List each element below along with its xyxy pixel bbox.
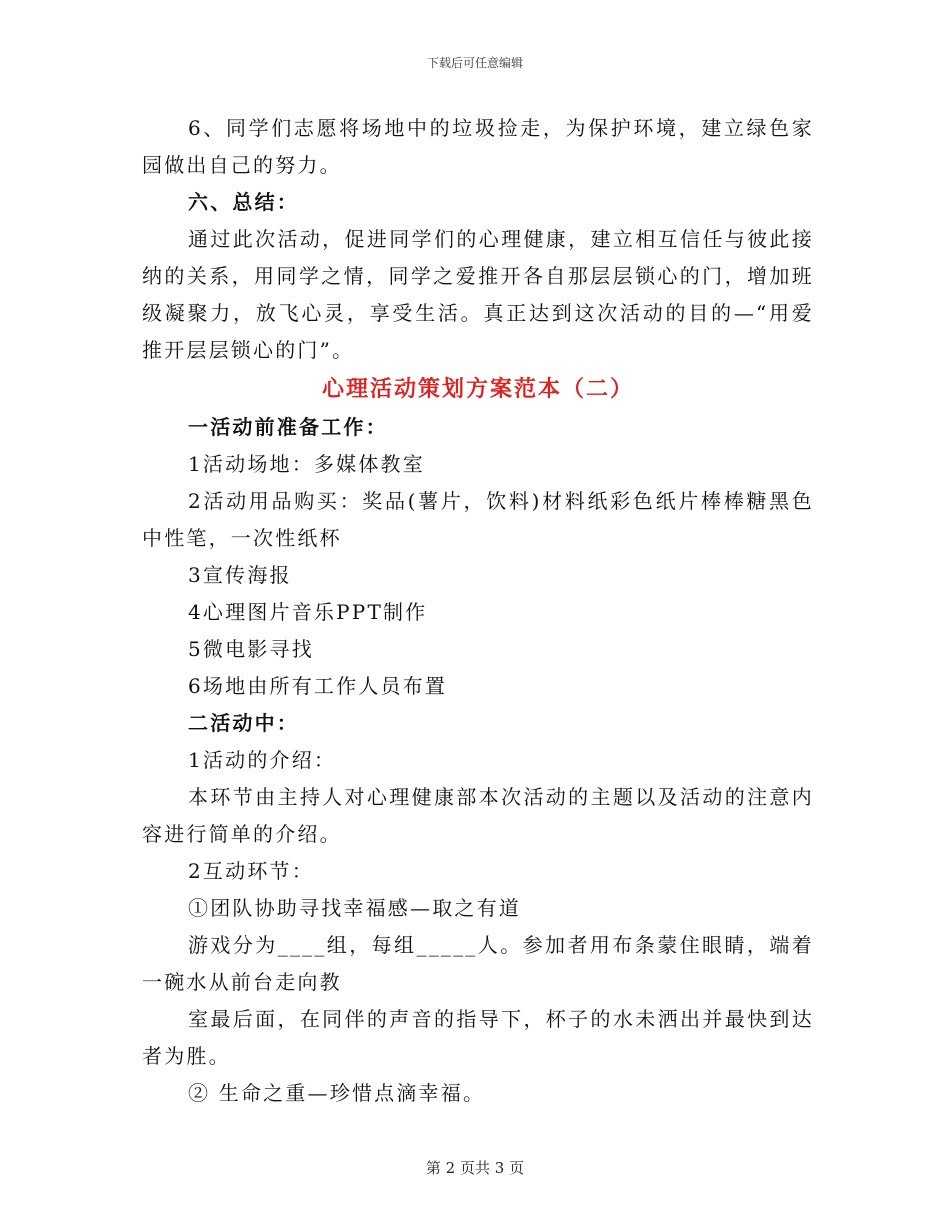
prep-item-5: 5微电影寻找 — [188, 637, 314, 661]
page-footer: 第 2 页共 3 页 — [425, 1159, 525, 1177]
prep-item-2: 2活动用品购买：奖品(薯片，饮料)材料纸彩色纸片棒棒糖黑色中性笔，一次性纸杯 — [142, 489, 814, 550]
section-heading-preparation: 一活动前准备工作： — [188, 415, 388, 439]
document-body — [142, 110, 814, 1112]
game-2-title: ② 生命之重—珍惜点滴幸福。 — [188, 1081, 486, 1105]
game-1-rules-continued: 室最后面，在同伴的声音的指导下，杯子的水未洒出并最快到达者为胜。 — [142, 1007, 814, 1068]
prep-item-3: 3宣传海报 — [188, 563, 292, 587]
section-heading-summary: 六、总结： — [188, 190, 299, 214]
intro-paragraph: 本环节由主持人对心理健康部本次活动的主题以及活动的注意内容进行简单的介绍。 — [142, 785, 814, 846]
game-1-rules: 游戏分为____组，每组_____人。参加者用布条蒙住眼睛，端着一碗水从前台走向教 — [142, 933, 814, 994]
during-item-2: 2互动环节： — [188, 859, 314, 883]
page-header: 下载后可任意编辑 — [426, 56, 523, 70]
prep-item-6: 6场地由所有工作人员布置 — [188, 674, 448, 698]
prep-item-4: 4心理图片音乐PPT制作 — [188, 600, 428, 624]
paragraph-item-6: 6、同学们志愿将场地中的垃圾捡走，为保护环境，建立绿色家园做出自己的努力。 — [142, 116, 814, 177]
during-item-1: 1活动的介绍： — [188, 748, 337, 772]
document-title: 心理活动策划方案范本（二） — [321, 376, 634, 402]
game-1-title: ①团队协助寻找幸福感—取之有道 — [188, 896, 521, 920]
prep-item-1: 1活动场地：多媒体教室 — [188, 452, 425, 476]
section-heading-during: 二活动中： — [188, 711, 299, 735]
summary-paragraph: 通过此次活动，促进同学们的心理健康，建立相互信任与彼此接纳的关系，用同学之情，同学之爱推开各自那层层锁心的门，增加班级凝聚力，放飞心灵，享受生活。真正达到这次活动的目的—“用爱推开层层锁心的门”。 — [142, 227, 814, 362]
